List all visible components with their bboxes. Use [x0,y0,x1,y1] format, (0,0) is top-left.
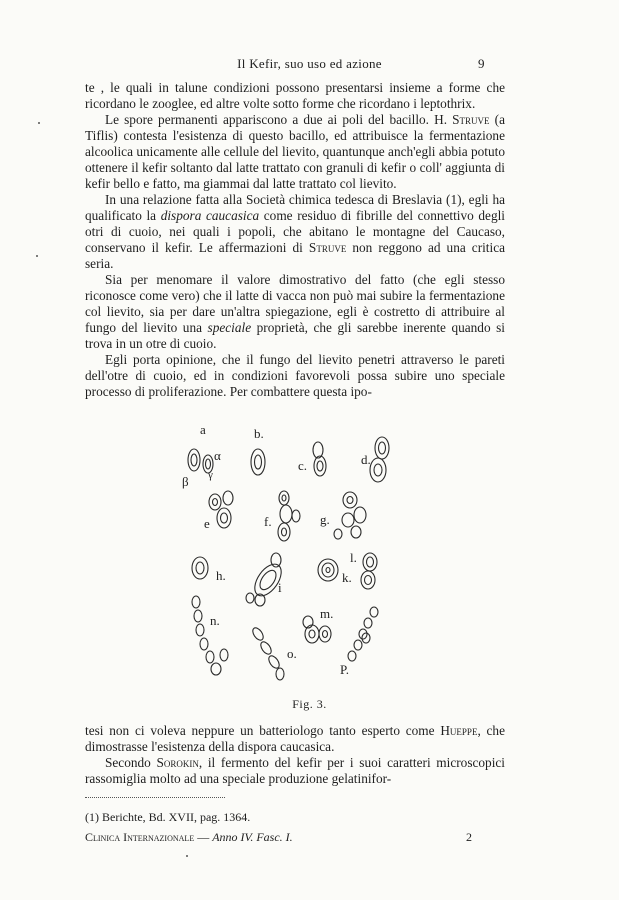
paragraph-1 [85,80,505,112]
cell-group-f [264,491,300,541]
cell-group-i [246,553,287,606]
paragraph-3-text-b: come residuo di fibrille del connettivo degli otri di cuoio, nei quali i popoli, che abitano le montagne del Caucaso, conservano il kefir. Le affermazioni di [85,208,505,255]
paragraph-7-text-b: , il fermento del kefir per i suoi caratteri microscopici rassomiglia molto ad una speciale produzione gelatinifor- [85,755,505,786]
label-n: n. [210,613,220,628]
label-b: b. [254,426,264,441]
paragraph-3-text-a: In una relazione fatta alla Società chimica tedesca di Breslavia (1), egli ha qualificato la [85,192,505,223]
paragraph-5-text: Egli porta opinione, che il fungo del lievito penetri attraverso le pareti dell'otre di cuoio, ed in condizioni favorevoli possa subire uno speciale processo di proliferazione. Per combattere questa ipo- [85,352,505,399]
body-text-lower [85,723,505,787]
signature-line [85,830,505,845]
paragraph-7-text-a: Secondo [105,755,157,770]
cell-group-k [318,559,352,585]
margin-speck [36,255,38,257]
figure-caption: Fig. 3. [292,697,327,711]
emphasis-dispora: dispora caucasica [160,208,260,223]
cell-group-g [320,492,366,539]
page-number: 9 [478,56,485,71]
label-gamma: γ [208,469,213,481]
paragraph-6 [85,723,505,755]
bottom-speck [186,855,188,857]
journal-issue: Anno IV. Fasc. I. [212,830,293,844]
paragraph-5 [85,352,505,400]
author-sorokin: Sorokin [156,755,199,770]
label-i: i [278,580,282,595]
cell-group-b [251,426,265,475]
label-e: e [204,516,210,531]
signature-mark: 2 [466,830,472,844]
label-alpha: α [214,448,221,463]
figure-3-illustration [170,420,410,690]
paragraph-2-text-b: (a Tiflis) contesta l'esistenza di questo bacillo, ed attribuisce la fermentazione alcoolica unicamente alle cellule del lievito, quantunque anch'egli abbia potuto ottenere il kefir soltanto dal latte trattato con granuli di kefir o coll' aggiunta di kefir bello e fatto, ma giammai dal latte trattato col lievito. [85,112,506,191]
cell-group-o [251,626,297,680]
author-struve: Struve [452,112,490,127]
label-a: a [200,422,206,437]
cell-group-l [350,550,377,589]
emphasis-speciale: speciale [207,320,252,335]
paragraph-6-text-a: tesi non ci voleva neppure un batteriologo tanto esperto come [85,723,441,738]
cell-group-c [298,442,326,476]
paragraph-4-text-b: proprietà, che gli sarebbe inerente quando si trova in un otre di cuoio. [85,320,505,351]
body-text-upper [85,80,505,400]
label-beta: β [182,474,189,489]
paragraph-3-text-c: non reggono ad una critica seria. [85,240,506,271]
label-f: f. [264,514,272,529]
paragraph-6-text-b: , che dimostrasse l'esistenza della dispora caucasica. [85,723,505,754]
paragraph-4-text-a: Sia per menomare il valore dimostrativo del fatto (che egli stesso riconosce come vero) che il latte di vacca non può mai subire la fermentazione col lievito, sia per dare un'altra spiegazione, egli è costretto di attribuire al fungo del lievito una [85,272,505,335]
label-p: P. [340,662,350,677]
margin-speck [38,122,40,124]
cell-group-e [204,491,233,531]
label-l: l. [350,550,357,565]
cell-group-m [303,606,333,643]
journal-name: Clinica Internazionale [85,830,195,844]
label-k: k. [342,570,352,585]
label-o: o. [287,646,297,661]
paragraph-2 [85,112,505,192]
paragraph-1-text: te , le quali in talune condizioni possono presentarsi insieme a forme che ricordano le zooglee, ed altre volte sotto forme che ricordano i leptothrix. [85,80,505,111]
label-g: g. [320,512,330,527]
footnote-rule [85,797,225,798]
author-hueppe: Hueppe [440,723,478,738]
label-m: m. [320,606,334,621]
label-d: d. [361,452,371,467]
paragraph-2-text-a: Le spore permanenti appariscono a due ai poli del bacillo. H. [105,112,453,127]
cell-group-d [361,437,389,482]
author-struve-2: Struve [308,240,347,255]
label-h: h. [216,568,226,583]
cell-group-n [192,596,228,675]
paragraph-4 [85,272,505,352]
cell-group-p [340,607,378,677]
cell-group-h [192,557,226,583]
running-title: Il Kefir, suo uso ed azione [237,56,382,71]
paragraph-3 [85,192,505,272]
cell-group-a [182,422,221,489]
label-c: c. [298,458,308,473]
signature-dash: — [194,830,213,844]
paragraph-7 [85,755,505,787]
footnote: (1) Berichte, Bd. XVII, pag. 1364. [85,810,251,824]
